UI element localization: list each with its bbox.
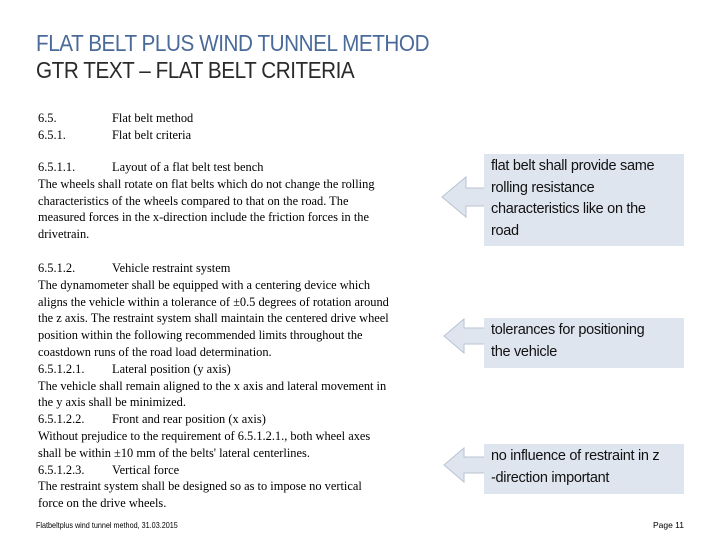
section-label: Vehicle restraint system [112,261,231,275]
paragraph-heading [38,411,443,428]
section-label: Flat belt criteria [112,127,192,142]
page-number: Page 11 [652,520,684,530]
left-arrow-icon [442,316,488,356]
text-line: the y axis shall be minimized. [38,395,186,410]
text-line: The restraint system shall be designed so as to impose no vertical [38,479,362,494]
paragraph-heading [38,159,443,176]
section-label: Front and rear position (x axis) [112,412,266,427]
text-line: The dynamometer shall be equipped with a centering device which [38,277,371,292]
section-label: Flat belt method [112,111,194,125]
heading-row [38,110,443,127]
text-line: Without prejudice to the requirement of 6.5.1.2.1., both wheel axes [38,428,371,443]
text-line: coastdown runs of the road load determination. [38,344,272,359]
text-line: the z axis. The restraint system shall maintain the centered drive wheel [38,311,389,326]
text-line: force on the drive wheels. [38,496,167,511]
callout-line: road [491,222,519,239]
text-line: measured forces in the x-direction include the friction forces in the [38,210,369,225]
slide-title [36,30,540,84]
section-label: Layout of a flat belt test bench [112,160,264,174]
section-number: 6.5.1.2. [38,261,76,275]
callout-tolerances [484,318,684,368]
text-line: The vehicle shall remain aligned to the x axis and lateral movement in [38,378,387,393]
section-label: Vertical force [112,462,180,477]
footer-caption: Flatbeltplus wind tunnel method, 31.03.2015 [36,520,178,530]
section-number: 6.5.1. [38,127,66,142]
callout-line: no influence of restraint in z [491,448,660,464]
section-restraint-system [38,260,443,512]
section-number: 6.5.1.2.2. [38,412,85,427]
callout-restraint-z [484,444,684,494]
section-flat-belt-method [38,110,443,144]
text-line: position within the following recommended limits throughout the [38,328,363,343]
callout-rolling-resistance [484,154,684,246]
left-arrow-icon [440,172,490,222]
callout-line: the vehicle [491,343,558,360]
text-line: shall be within ±10 mm of the belts' lateral centerlines. [38,445,310,460]
text-line: characteristics of the wheels compared to that on the road. The [38,193,349,208]
section-number: 6.5.1.2.3. [38,462,85,477]
title-line: FLAT BELT PLUS WIND TUNNEL METHOD [36,30,430,56]
paragraph-heading [38,462,443,479]
text-line: aligns the vehicle within a tolerance of ±0.5 degrees of rotation around [38,294,389,309]
callout-line: tolerances for positioning [491,322,645,338]
heading-row [38,127,443,144]
section-number: 6.5.1.1. [38,160,76,174]
section-number: 6.5.1.2.1. [38,361,85,376]
text-line: The wheels shall rotate on flat belts which do not change the rolling [38,176,375,191]
section-layout-bench [38,159,443,243]
callout-line: flat belt shall provide same [491,158,655,174]
paragraph-heading [38,361,443,378]
section-label: Lateral position (y axis) [112,361,231,376]
callout-line: characteristics like on the [491,201,646,217]
callout-line: rolling resistance [491,179,595,196]
text-line: drivetrain. [38,227,90,242]
paragraph-heading [38,260,443,277]
section-number: 6.5. [38,111,57,125]
callout-line: -direction important [491,469,610,486]
subtitle-line: GTR TEXT – FLAT BELT CRITERIA [36,57,355,83]
left-arrow-icon [442,445,488,485]
